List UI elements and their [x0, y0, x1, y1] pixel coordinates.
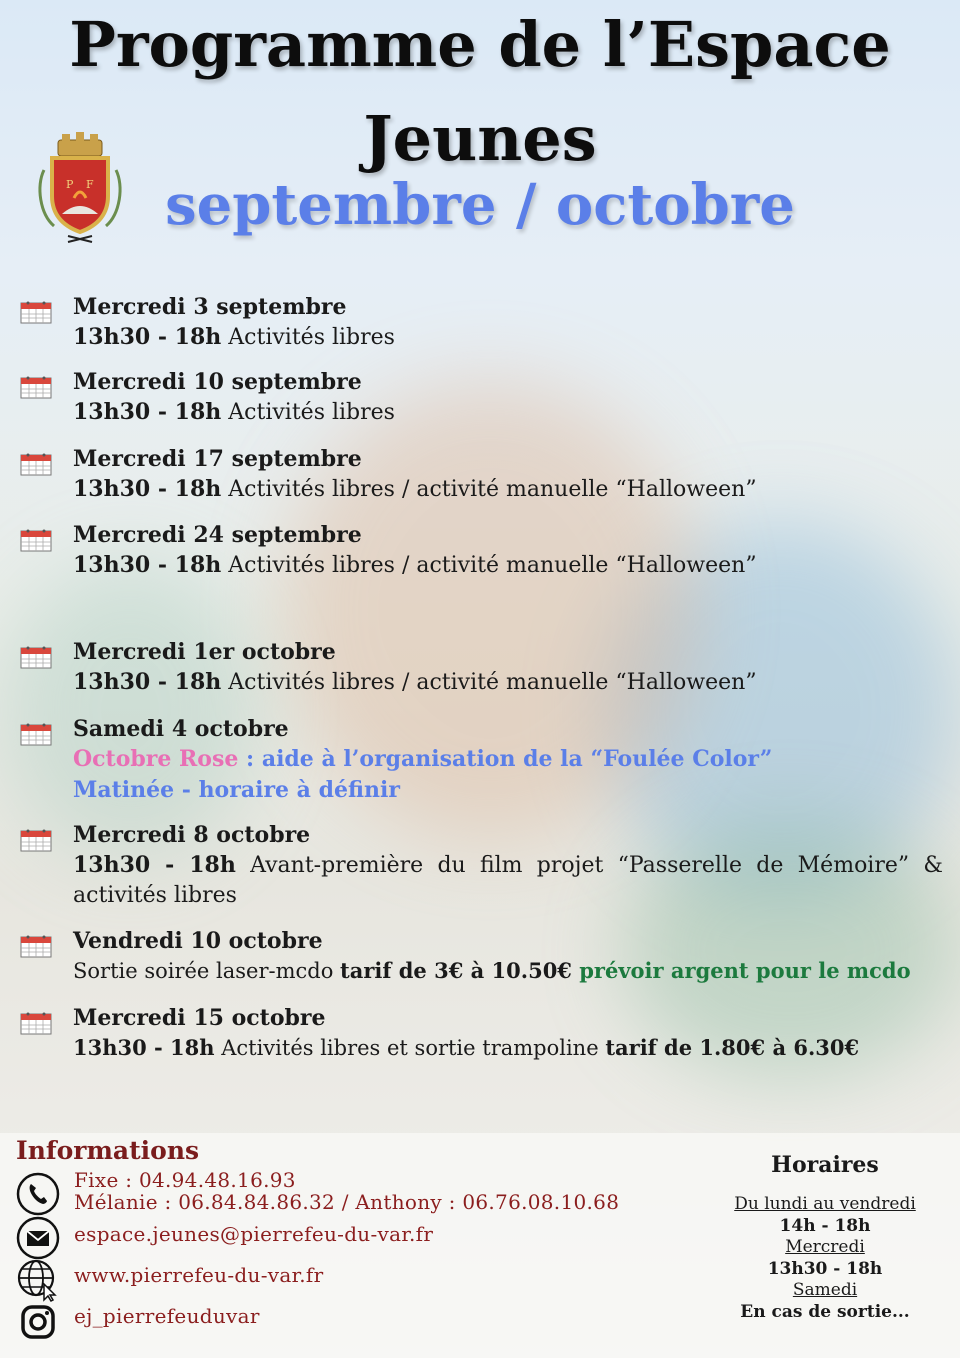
octobre-rose-label: Octobre Rose	[73, 746, 239, 772]
event-desc: Activités libres / activité manuelle “Halloween”	[221, 670, 757, 695]
event-desc: Activités libres / activité manuelle “Halloween”	[221, 553, 757, 578]
event-time: 13h30 - 18h	[73, 324, 222, 350]
event-time: 13h30 - 18h	[73, 1035, 215, 1060]
event-price: tarif de 1.80€ à 6.30€	[605, 1035, 860, 1060]
info-title: Informations	[16, 1136, 200, 1165]
horaires-title: Horaires	[771, 1152, 879, 1178]
calendar-icon	[20, 300, 52, 324]
globe-icon	[16, 1258, 60, 1302]
calendar-icon	[20, 645, 52, 669]
calendar-icon	[20, 828, 52, 852]
background-flowers	[0, 560, 260, 860]
calendar-icon	[20, 528, 52, 552]
horaires-label: Samedi	[792, 1280, 858, 1300]
horaires-value: 14h - 18h	[779, 1215, 871, 1236]
event-date: Mercredi 10 septembre	[73, 369, 362, 395]
event-date: Mercredi 3 septembre	[73, 294, 347, 320]
email-link[interactable]: espace.jeunes@pierrefeu-du-var.fr	[74, 1222, 434, 1246]
event-time: 13h30 - 18h	[73, 852, 236, 878]
horaires-label: Du lundi au vendredi	[734, 1194, 916, 1214]
event-desc: Activités libres / activité manuelle “Halloween”	[221, 477, 757, 502]
event-desc: : aide à l’organisation de la “Foulée Color”	[238, 746, 773, 772]
calendar-icon	[20, 375, 52, 399]
event-date: Mercredi 8 octobre	[73, 822, 311, 848]
event-date: Mercredi 17 septembre	[73, 446, 362, 472]
event-schedule: Matinée - horaire à définir	[73, 777, 400, 803]
horaires-block	[700, 1152, 950, 1323]
event-date: Vendredi 10 octobre	[73, 928, 323, 954]
horaires-label: Mercredi	[785, 1237, 865, 1257]
event-desc: Avant-première du film projet “Passerelle de Mémoire” & activités libres	[73, 853, 943, 908]
phone-mobile: Mélanie : 06.84.84.86.32 / Anthony : 06.76.08.10.68	[74, 1190, 620, 1214]
event-note: prévoir argent pour le mcdo	[571, 958, 911, 983]
event-time: 13h30 - 18h	[73, 476, 222, 502]
event-desc: Activités libres et sortie trampoline	[214, 1036, 606, 1060]
event-time: 13h30 - 18h	[73, 552, 222, 578]
event-desc: Sortie soirée laser-mcdo	[73, 959, 341, 983]
event-date: Samedi 4 octobre	[73, 716, 289, 742]
crest-icon	[32, 126, 128, 246]
horaires-value: 13h30 - 18h	[767, 1258, 883, 1279]
phone-icon	[16, 1172, 60, 1216]
event-date: Mercredi 24 septembre	[73, 522, 362, 548]
instagram-link[interactable]: ej_pierrefeuduvar	[74, 1304, 260, 1328]
calendar-icon	[20, 934, 52, 958]
website-link[interactable]: www.pierrefeu-du-var.fr	[74, 1263, 324, 1287]
svg-text:P: P	[66, 178, 74, 191]
event-price: tarif de 3€ à 10.50€	[340, 958, 572, 983]
event-desc: Activités libres	[221, 325, 395, 350]
svg-text:F: F	[86, 178, 94, 191]
calendar-icon	[20, 722, 52, 746]
page-subtitle: septembre / octobre	[165, 172, 795, 238]
page-title-line2: Jeunes	[363, 102, 597, 175]
mail-icon	[16, 1216, 60, 1260]
event-date: Mercredi 15 octobre	[73, 1005, 326, 1031]
horaires-value: En cas de sortie...	[740, 1301, 910, 1322]
instagram-icon	[16, 1300, 60, 1344]
event-time: 13h30 - 18h	[73, 669, 222, 695]
event-desc: Activités libres	[221, 400, 395, 425]
event-time: 13h30 - 18h	[73, 399, 222, 425]
page-title-line1: Programme de l’Espace	[69, 8, 891, 81]
calendar-icon	[20, 1011, 52, 1035]
event-date: Mercredi 1er octobre	[73, 639, 336, 665]
phone-fixed: Fixe : 04.94.48.16.93	[74, 1168, 296, 1192]
calendar-icon	[20, 452, 52, 476]
